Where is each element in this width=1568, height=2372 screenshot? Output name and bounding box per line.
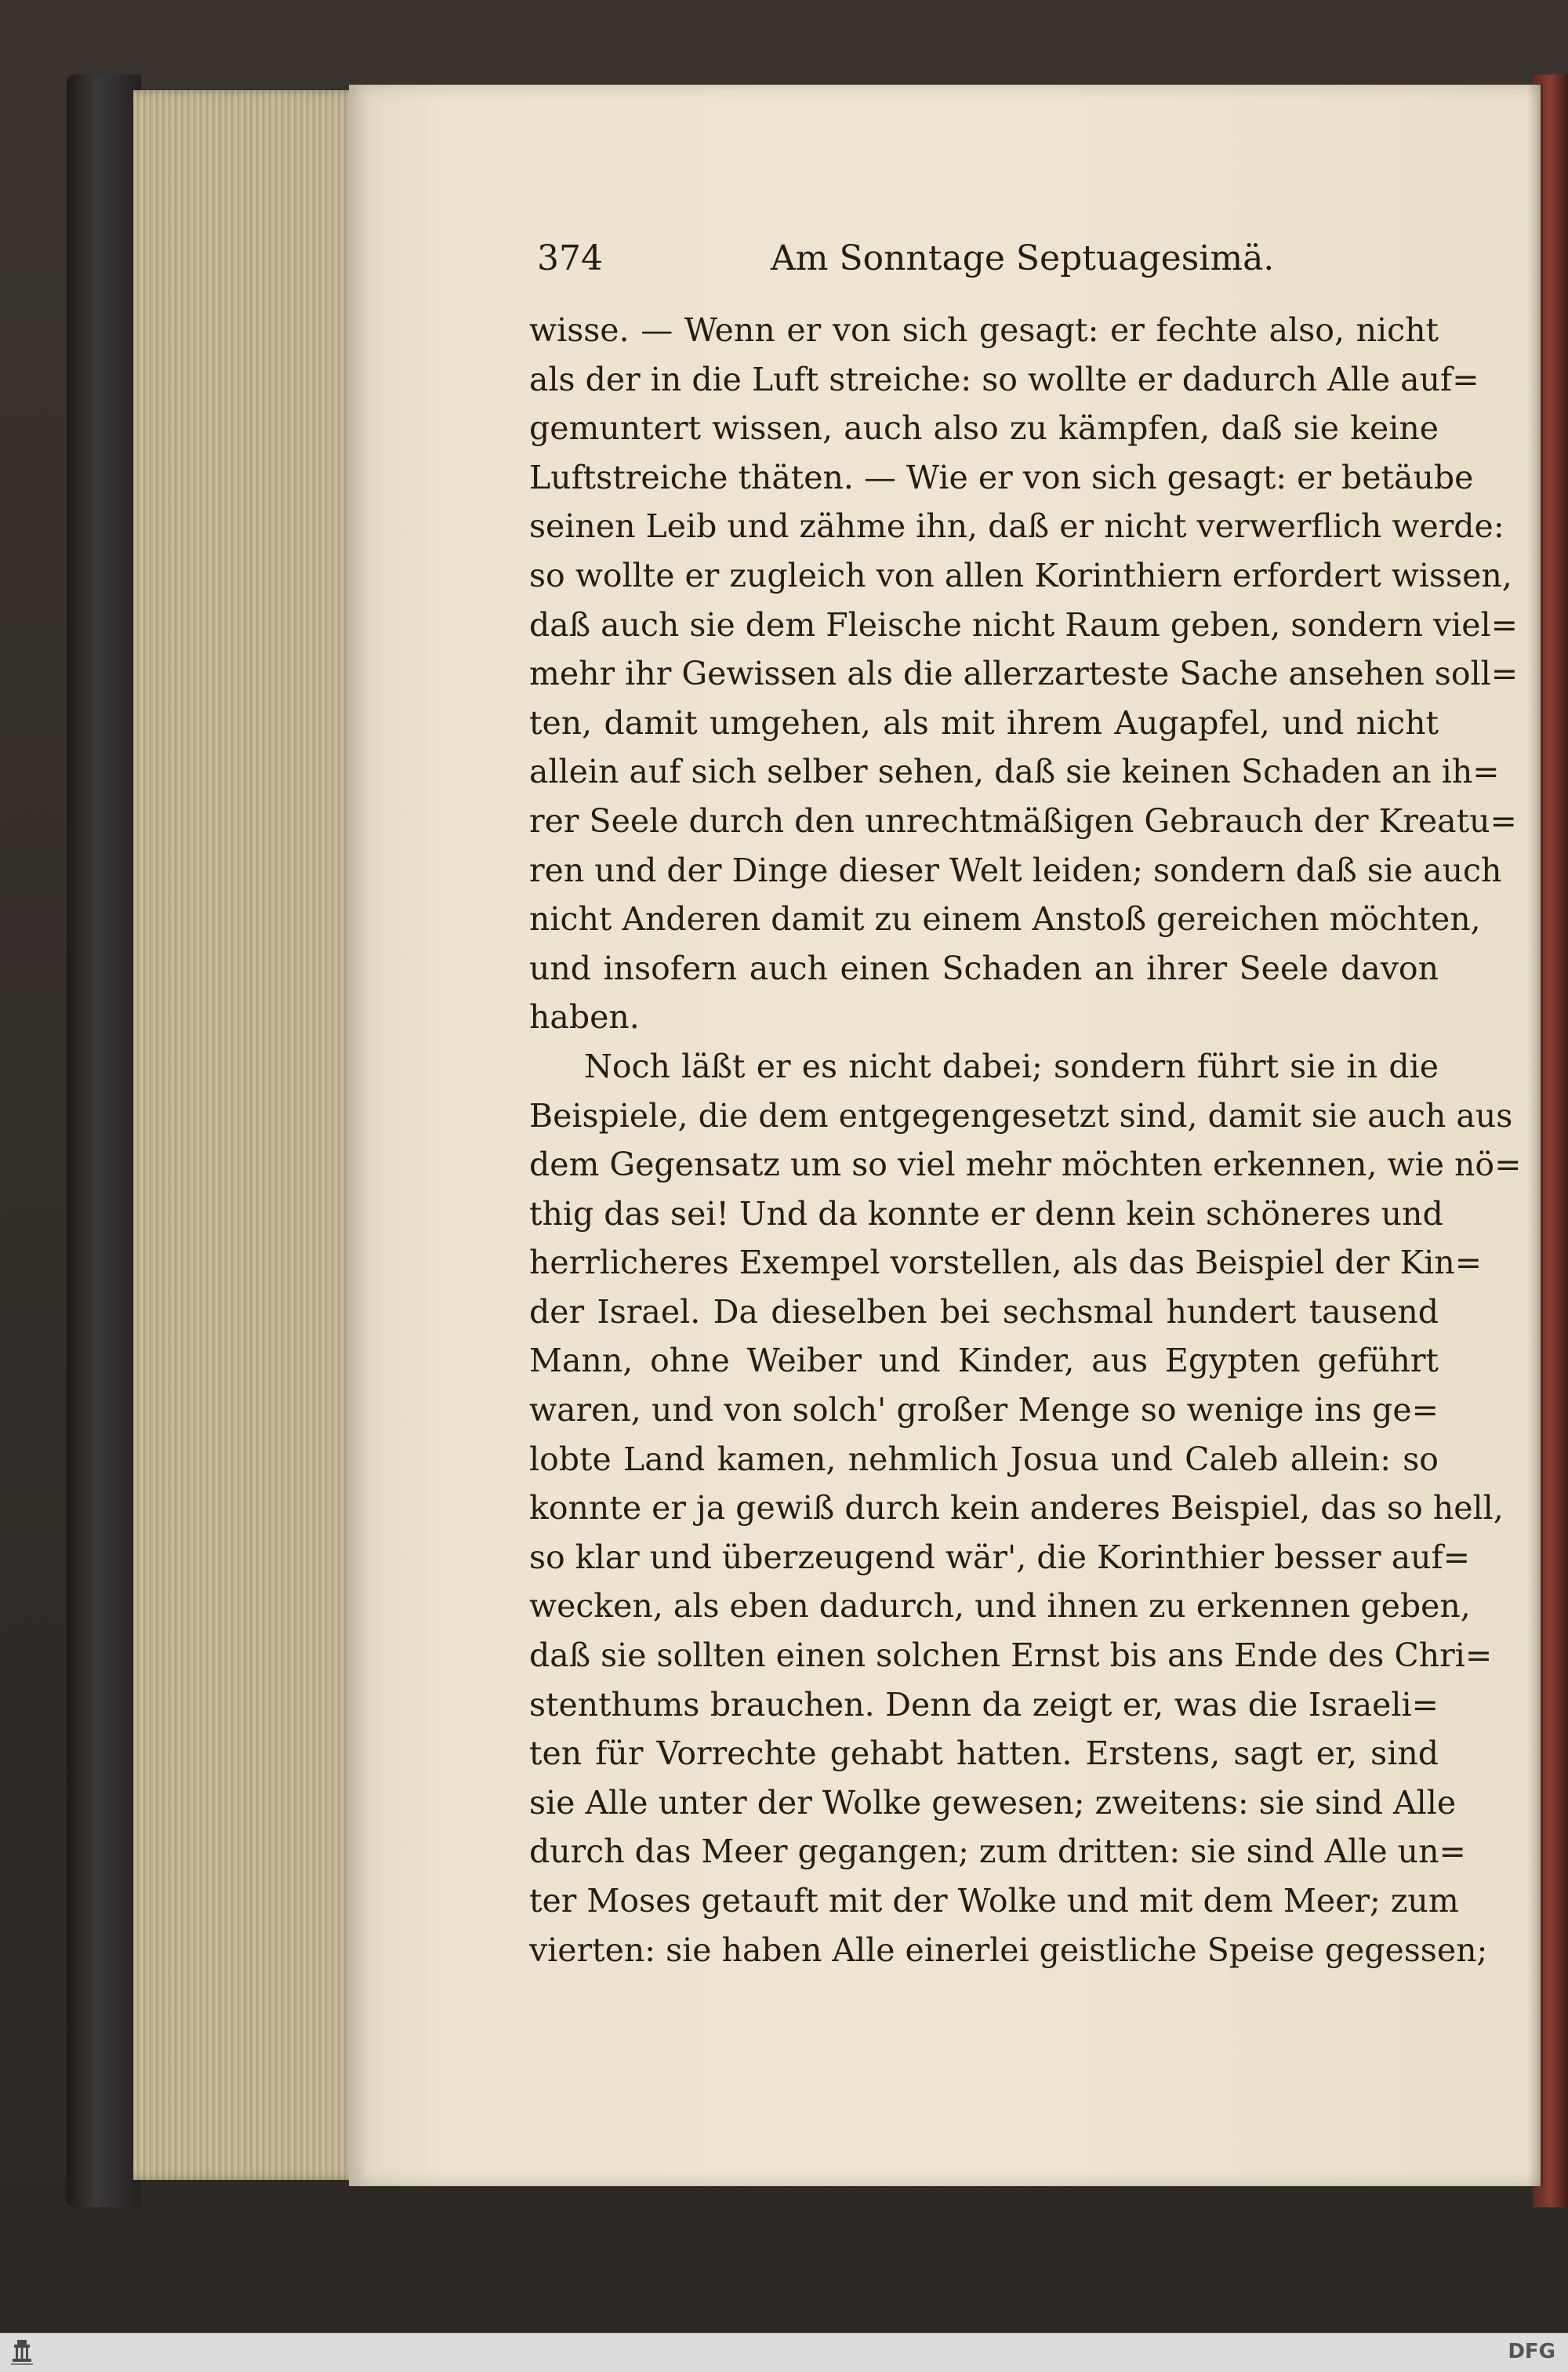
- dfg-brand: DFG: [1508, 2340, 1555, 2363]
- text-line: lobte Land kamen, nehmlich Josua und Caleb allein: so: [529, 1440, 1439, 1478]
- book-cover-left: [67, 74, 141, 2207]
- text-line: konnte er ja gewiß durch kein anderes Beispiel, das so hell,: [529, 1489, 1504, 1527]
- page-shadow: [1527, 85, 1543, 2186]
- text-line: ter Moses getauft mit der Wolke und mit dem Meer; zum: [529, 1882, 1459, 1920]
- text-line: waren, und von solch' großer Menge so wenige ins ge=: [529, 1391, 1439, 1429]
- text-line: Beispiele, die dem entgegengesetzt sind, damit sie auch aus: [529, 1096, 1513, 1135]
- text-line: so klar und überzeugend wär', die Korinthier besser auf=: [529, 1538, 1471, 1576]
- text-line: nicht Anderen damit zu einem Anstoß gereichen möchten,: [529, 900, 1481, 939]
- text-line: ten, damit umgehen, als mit ihrem Augapfel, und nicht: [529, 703, 1439, 742]
- text-line: gemuntert wissen, auch also zu kämpfen, daß sie keine: [529, 409, 1439, 448]
- text-line: daß auch sie dem Fleische nicht Raum geben, sondern viel=: [529, 605, 1519, 644]
- library-logo-icon: [6, 2337, 38, 2368]
- body-text: [529, 306, 1522, 1974]
- text-line: allein auf sich selber sehen, daß sie keinen Schaden an ih=: [529, 753, 1500, 791]
- text-line: thig das sei! Und da konnte er denn kein schöneres und: [529, 1194, 1443, 1233]
- text-line: mehr ihr Gewissen als die allerzarteste Sache ansehen soll=: [529, 655, 1519, 693]
- text-line: als der in die Luft streiche: so wollte er dadurch Alle auf=: [529, 360, 1479, 398]
- page-edges: [133, 90, 361, 2180]
- text-line: daß sie sollten einen solchen Ernst bis ans Ende des Chri=: [529, 1636, 1493, 1675]
- text-line: vierten: sie haben Alle einerlei geistliche Speise gegessen;: [529, 1931, 1488, 1969]
- text-line: wecken, als eben dadurch, und ihnen zu erkennen geben,: [529, 1587, 1471, 1626]
- text-line: ten für Vorrechte gehabt hatten. Erstens, sagt er, sind: [529, 1735, 1439, 1773]
- text-line: durch das Meer gegangen; zum dritten: sie sind Alle un=: [529, 1833, 1466, 1871]
- text-line: stenthums brauchen. Denn da zeigt er, was die Israeli=: [529, 1685, 1439, 1724]
- text-line: so wollte er zugleich von allen Korinthiern erfordert wissen,: [529, 556, 1512, 594]
- text-line: Luftstreiche thäten. — Wie er von sich gesagt: er betäube: [529, 458, 1474, 496]
- running-head: [537, 235, 1439, 282]
- text-line: dem Gegensatz um so viel mehr möchten erkennen, wie nö=: [529, 1146, 1522, 1184]
- text-line: wisse. — Wenn er von sich gesagt: er fechte also, nicht: [529, 311, 1439, 349]
- text-line: sie Alle unter der Wolke gewesen; zweitens: sie sind Alle: [529, 1783, 1457, 1822]
- text-line: rer Seele durch den unrechtmäßigen Gebrauch der Kreatu=: [529, 801, 1517, 840]
- text-line: seinen Leib und zähme ihn, daß er nicht verwerflich werde:: [529, 507, 1504, 546]
- text-line: ren und der Dinge dieser Welt leiden; sondern daß sie auch: [529, 851, 1502, 889]
- text-line: haben.: [529, 998, 640, 1037]
- text-line: der Israel. Da dieselben bei sechsmal hundert tausend: [529, 1292, 1439, 1331]
- running-head-title: Am Sonntage Septuagesimä.: [771, 238, 1275, 278]
- text-line: Noch läßt er es nicht dabei; sondern führt sie in die: [584, 1047, 1439, 1085]
- text-line: herrlicheres Exempel vorstellen, als das Beispiel der Kin=: [529, 1244, 1483, 1282]
- text-line: Mann, ohne Weiber und Kinder, aus Egypten geführt: [529, 1342, 1439, 1380]
- viewer-footer: [0, 2333, 1568, 2372]
- page-number: 374: [537, 238, 603, 278]
- text-line: und insofern auch einen Schaden an ihrer Seele davon: [529, 949, 1439, 987]
